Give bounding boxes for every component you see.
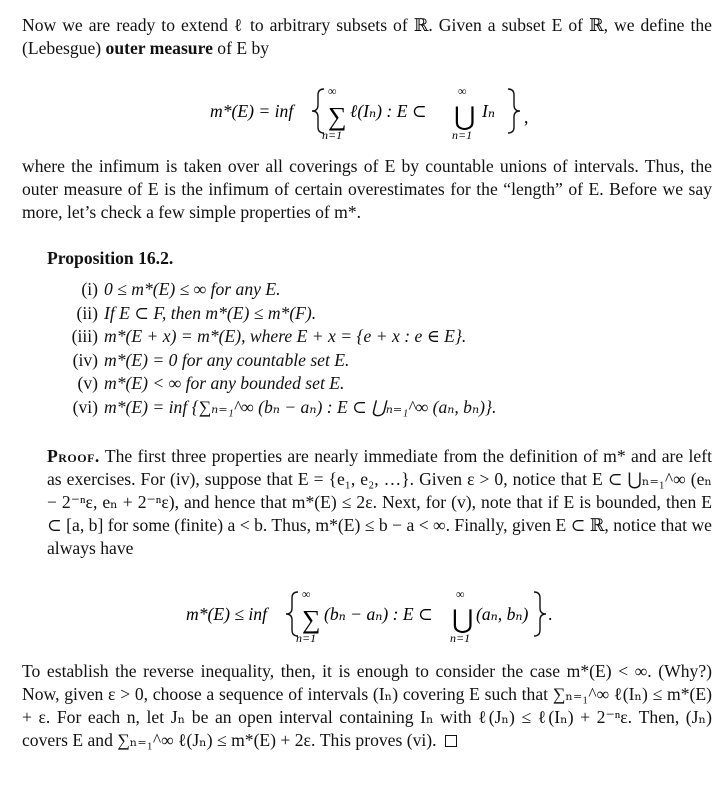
eq2-right-brace bbox=[534, 592, 546, 636]
eq2-union-sign: ⋃ bbox=[452, 605, 474, 634]
proof-paragraph bbox=[47, 445, 712, 560]
eq1-sum-bottom: n=1 bbox=[322, 128, 343, 142]
proposition-item: (vi) m*(E) = inf {∑ₙ₌₁^∞ (bₙ − aₙ) : E ⊂ ⋃ₙ₌₁^∞ (aₙ, bₙ)}. bbox=[72, 396, 497, 417]
eq2-sum-sign: ∑ bbox=[302, 605, 321, 634]
eq1-union-bottom: n=1 bbox=[452, 128, 473, 142]
eq1-sum-sign: ∑ bbox=[328, 102, 347, 131]
qed-square-icon bbox=[445, 735, 457, 747]
eq2-summand: (bₙ − aₙ) : E ⊂ bbox=[324, 604, 433, 624]
proposition-items bbox=[50, 278, 496, 419]
outer-measure-inequality bbox=[178, 580, 558, 652]
eq2-union-top: ∞ bbox=[456, 587, 465, 601]
intro-tail: of E by bbox=[217, 38, 270, 58]
reverse-inequality-paragraph bbox=[22, 660, 712, 752]
outer-measure-definition bbox=[200, 75, 540, 147]
intro-paragraph bbox=[22, 14, 712, 60]
eq2-lhs: m*(E) ≤ inf bbox=[186, 604, 267, 624]
eq1-right-brace bbox=[508, 89, 520, 133]
proposition-title: Proposition 16.2. bbox=[47, 248, 174, 268]
eq2-sum-bottom: n=1 bbox=[296, 631, 317, 645]
eq1-trail: , bbox=[524, 107, 529, 127]
eq2-left-brace bbox=[286, 592, 298, 636]
eq2-trail: . bbox=[548, 604, 553, 624]
final-text: To establish the reverse inequality, then, it is enough to consider the case m*(E) < ∞. (Why?) Now, given ε > 0, choose a sequence of intervals (Iₙ) covering E such that ∑ₙ₌₁^∞ ℓ(Iₙ) ≤ m*(E) + ε. For each n, let Jₙ be an open interval containing Iₙ with ℓ(Jₙ) ≤ ℓ(Iₙ) + 2⁻ⁿε. Then, (Jₙ) covers E and ∑ₙ₌₁^∞ ℓ(Jₙ) ≤ m*(E) + 2ε. This proves (vi). bbox=[22, 661, 712, 750]
proposition-item: (iv) m*(E) = 0 for any countable set E. bbox=[72, 349, 350, 370]
outer-measure-term: outer measure bbox=[105, 38, 213, 58]
eq2-sum-top: ∞ bbox=[302, 587, 311, 601]
proposition-item: (ii) If E ⊂ F, then m*(E) ≤ m*(F). bbox=[76, 302, 317, 323]
eq1-lhs: m*(E) = inf bbox=[210, 101, 294, 121]
intro-text: Now we are ready to extend ℓ to arbitrary subsets of ℝ. Given a subset E of ℝ, we define the (Lebesgue) bbox=[22, 15, 712, 58]
infimum-explanation: where the infimum is taken over all coverings of E by countable unions of intervals. Thus, the outer measure of E is the infimum of certain overestimates for the “length” of E. Before we say more, let’s check a few simple properties of m*. bbox=[22, 156, 712, 222]
proposition-item: (i) 0 ≤ m*(E) ≤ ∞ for any E. bbox=[81, 279, 281, 299]
eq1-sum-top: ∞ bbox=[328, 84, 337, 98]
proposition-item: (v) m*(E) < ∞ for any bounded set E. bbox=[77, 373, 345, 393]
eq1-union-top: ∞ bbox=[458, 84, 467, 98]
eq2-union-term: (aₙ, bₙ) bbox=[476, 604, 529, 624]
proof-text: The first three properties are nearly immediate from the definition of m* and are left as exercises. For (iv), suppose that E = {e₁, e₂, …}. Given ε > 0, notice that E ⊂ ⋃ₙ₌₁^∞ (eₙ − 2⁻ⁿε, eₙ + 2⁻ⁿε), and hence that m*(E) ≤ 2ε. Next, for (v), note that if E is bounded, then E ⊂ [a, b] for some (finite) a < b. Thus, m*(E) ≤ b − a < ∞. Finally, given E ⊂ ℝ, notice that we always have bbox=[47, 446, 712, 558]
eq1-union-sign: ⋃ bbox=[454, 102, 476, 131]
eq2-union-bottom: n=1 bbox=[450, 631, 471, 645]
eq1-left-brace bbox=[312, 89, 324, 133]
eq1-union-term: Iₙ bbox=[482, 101, 495, 121]
eq1-summand: ℓ(Iₙ) : E ⊂ bbox=[350, 101, 427, 121]
proposition-item: (iii) m*(E + x) = m*(E), where E + x = {e + x : e ∈ E}. bbox=[71, 326, 467, 346]
proof-label: Proof. bbox=[47, 446, 100, 466]
